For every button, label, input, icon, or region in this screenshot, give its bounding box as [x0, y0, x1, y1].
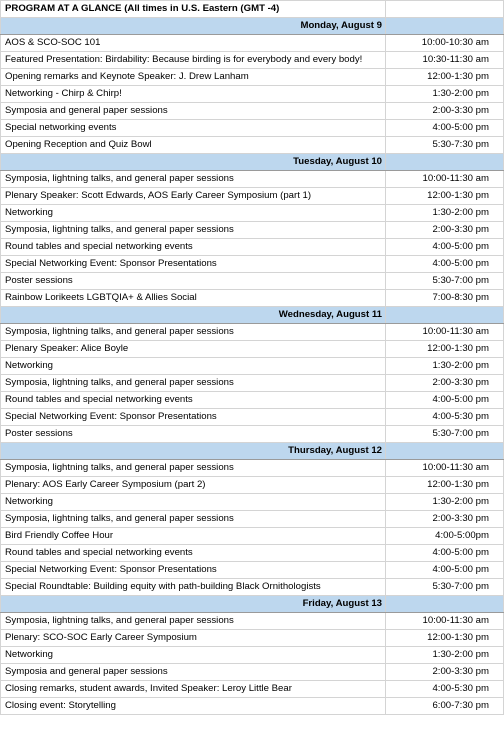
event-name: Special Networking Event: Sponsor Presentations	[1, 256, 386, 273]
event-name: Round tables and special networking events	[1, 239, 386, 256]
table-row	[1, 630, 504, 647]
table-row	[1, 103, 504, 120]
event-time: 5:30-7:00 pm	[386, 426, 504, 443]
table-row	[1, 290, 504, 307]
event-name: Opening remarks and Keynote Speaker: J. Drew Lanham	[1, 69, 386, 86]
event-name: Symposia, lightning talks, and general paper sessions	[1, 613, 386, 630]
event-name: Closing event: Storytelling	[1, 698, 386, 715]
event-name: Round tables and special networking events	[1, 392, 386, 409]
event-time: 1:30-2:00 pm	[386, 647, 504, 664]
event-name: Networking - Chirp & Chirp!	[1, 86, 386, 103]
event-time: 1:30-2:00 pm	[386, 494, 504, 511]
event-name: Networking	[1, 358, 386, 375]
event-time: 5:30-7:30 pm	[386, 137, 504, 154]
table-row	[1, 460, 504, 477]
event-time: 2:00-3:30 pm	[386, 511, 504, 528]
title-row	[1, 1, 504, 18]
table-row	[1, 137, 504, 154]
event-name: Closing remarks, student awards, Invited Speaker: Leroy Little Bear	[1, 681, 386, 698]
table-row	[1, 205, 504, 222]
table-row	[1, 188, 504, 205]
day-header-time-cell	[386, 307, 504, 324]
event-time: 12:00-1:30 pm	[386, 188, 504, 205]
event-time: 4:00-5:30 pm	[386, 681, 504, 698]
event-time: 12:00-1:30 pm	[386, 630, 504, 647]
table-row	[1, 171, 504, 188]
event-name: Symposia, lightning talks, and general paper sessions	[1, 324, 386, 341]
event-time: 1:30-2:00 pm	[386, 86, 504, 103]
event-time: 2:00-3:30 pm	[386, 375, 504, 392]
table-row	[1, 545, 504, 562]
event-time: 4:00-5:00 pm	[386, 562, 504, 579]
table-row	[1, 409, 504, 426]
event-time: 10:00-11:30 am	[386, 171, 504, 188]
table-row	[1, 69, 504, 86]
event-name: Plenary: AOS Early Career Symposium (part 2)	[1, 477, 386, 494]
table-row	[1, 494, 504, 511]
day-header-row	[1, 154, 504, 171]
event-name: Symposia, lightning talks, and general paper sessions	[1, 375, 386, 392]
table-row	[1, 664, 504, 681]
day-name: Thursday, August 12	[1, 443, 386, 460]
event-name: Plenary: SCO-SOC Early Career Symposium	[1, 630, 386, 647]
table-row	[1, 511, 504, 528]
event-name: Symposia, lightning talks, and general paper sessions	[1, 171, 386, 188]
day-header-time-cell	[386, 18, 504, 35]
day-header-row	[1, 18, 504, 35]
table-row	[1, 52, 504, 69]
day-header-row	[1, 307, 504, 324]
table-row	[1, 341, 504, 358]
event-name: Special Roundtable: Building equity with path-building Black Ornithologists	[1, 579, 386, 596]
table-row	[1, 222, 504, 239]
event-name: Round tables and special networking events	[1, 545, 386, 562]
day-header-row	[1, 596, 504, 613]
table-row	[1, 375, 504, 392]
event-time: 10:00-10:30 am	[386, 35, 504, 52]
event-name: Special Networking Event: Sponsor Presentations	[1, 409, 386, 426]
event-time: 4:00-5:00pm	[386, 528, 504, 545]
event-name: Networking	[1, 205, 386, 222]
table-row	[1, 239, 504, 256]
table-row	[1, 681, 504, 698]
day-name: Tuesday, August 10	[1, 154, 386, 171]
table-row	[1, 562, 504, 579]
event-time: 4:00-5:00 pm	[386, 256, 504, 273]
event-name: Special Networking Event: Sponsor Presentations	[1, 562, 386, 579]
event-name: AOS & SCO-SOC 101	[1, 35, 386, 52]
table-row	[1, 358, 504, 375]
event-time: 2:00-3:30 pm	[386, 664, 504, 681]
table-row	[1, 273, 504, 290]
event-name: Symposia, lightning talks, and general paper sessions	[1, 222, 386, 239]
event-name: Featured Presentation: Birdability: Because birding is for everybody and every body!	[1, 52, 386, 69]
event-name: Networking	[1, 494, 386, 511]
title-spacer-cell	[386, 1, 504, 18]
day-name: Monday, August 9	[1, 18, 386, 35]
event-time: 10:00-11:30 am	[386, 324, 504, 341]
event-time: 10:00-11:30 am	[386, 613, 504, 630]
event-name: Symposia and general paper sessions	[1, 103, 386, 120]
event-time: 4:00-5:30 pm	[386, 409, 504, 426]
event-name: Special networking events	[1, 120, 386, 137]
table-row	[1, 256, 504, 273]
event-name: Plenary Speaker: Scott Edwards, AOS Early Career Symposium (part 1)	[1, 188, 386, 205]
event-time: 10:00-11:30 am	[386, 460, 504, 477]
table-row	[1, 324, 504, 341]
event-time: 4:00-5:00 pm	[386, 239, 504, 256]
page-title: PROGRAM AT A GLANCE (All times in U.S. Eastern (GMT -4)	[1, 1, 386, 18]
day-name: Friday, August 13	[1, 596, 386, 613]
event-time: 1:30-2:00 pm	[386, 205, 504, 222]
event-time: 4:00-5:00 pm	[386, 392, 504, 409]
event-time: 12:00-1:30 pm	[386, 341, 504, 358]
event-name: Poster sessions	[1, 273, 386, 290]
event-name: Networking	[1, 647, 386, 664]
table-row	[1, 35, 504, 52]
event-time: 4:00-5:00 pm	[386, 120, 504, 137]
program-table-body	[1, 1, 504, 715]
event-name: Plenary Speaker: Alice Boyle	[1, 341, 386, 358]
day-header-time-cell	[386, 443, 504, 460]
table-row	[1, 426, 504, 443]
event-time: 12:00-1:30 pm	[386, 477, 504, 494]
event-time: 5:30-7:00 pm	[386, 579, 504, 596]
table-row	[1, 698, 504, 715]
table-row	[1, 477, 504, 494]
event-time: 6:00-7:30 pm	[386, 698, 504, 715]
event-time: 2:00-3:30 pm	[386, 103, 504, 120]
event-name: Symposia and general paper sessions	[1, 664, 386, 681]
table-row	[1, 86, 504, 103]
event-time: 10:30-11:30 am	[386, 52, 504, 69]
table-row	[1, 613, 504, 630]
table-row	[1, 120, 504, 137]
event-time: 5:30-7:00 pm	[386, 273, 504, 290]
day-header-row	[1, 443, 504, 460]
table-row	[1, 579, 504, 596]
day-header-time-cell	[386, 596, 504, 613]
event-time: 4:00-5:00 pm	[386, 545, 504, 562]
event-name: Symposia, lightning talks, and general paper sessions	[1, 511, 386, 528]
day-header-time-cell	[386, 154, 504, 171]
event-name: Poster sessions	[1, 426, 386, 443]
table-row	[1, 392, 504, 409]
event-time: 7:00-8:30 pm	[386, 290, 504, 307]
event-time: 1:30-2:00 pm	[386, 358, 504, 375]
day-name: Wednesday, August 11	[1, 307, 386, 324]
event-name: Bird Friendly Coffee Hour	[1, 528, 386, 545]
table-row	[1, 528, 504, 545]
event-time: 12:00-1:30 pm	[386, 69, 504, 86]
event-name: Rainbow Lorikeets LGBTQIA+ & Allies Social	[1, 290, 386, 307]
table-row	[1, 647, 504, 664]
event-name: Opening Reception and Quiz Bowl	[1, 137, 386, 154]
event-name: Symposia, lightning talks, and general paper sessions	[1, 460, 386, 477]
event-time: 2:00-3:30 pm	[386, 222, 504, 239]
